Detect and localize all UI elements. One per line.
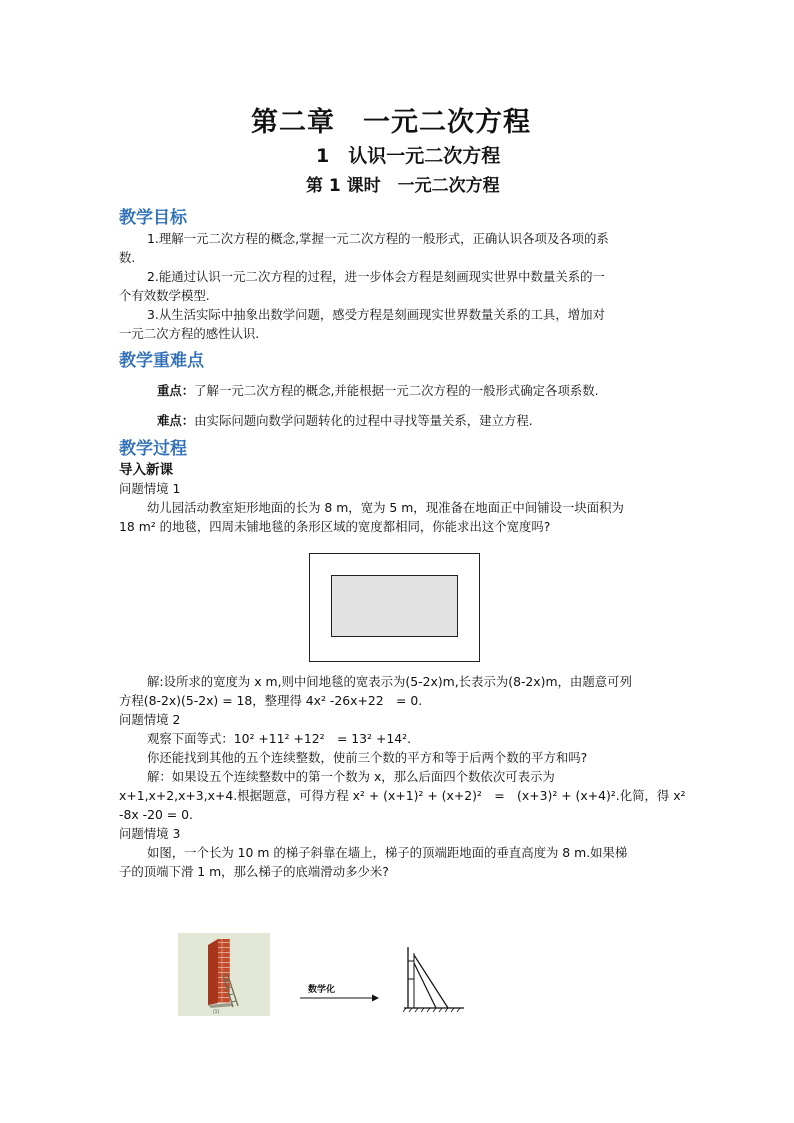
- intro-heading: 导入新课: [119, 462, 173, 478]
- scenario-1-line-2: 18 m² 的地毯，四周未铺地毯的条形区域的宽度都相同，你能求出这个宽度吗?: [119, 519, 551, 534]
- scenario-2-line-2: 你还能找到其他的五个连续整数，使前三个数的平方和等于后两个数的平方和吗?: [147, 750, 588, 765]
- objective-line-1: 1.理解一元二次方程的概念,掌握一元二次方程的一般形式，正确认识各项及各项的系: [147, 231, 609, 246]
- scenario-1-label: 问题情境 1: [119, 481, 181, 496]
- ladder-line-2: [414, 963, 436, 1008]
- scenario-2-label: 问题情境 2: [119, 712, 181, 727]
- right-arrow-icon: [300, 993, 380, 1003]
- scenario-2-line-1: 观察下面等式：10² +11² +12² = 13² +14².: [147, 731, 412, 746]
- objective-line-4: 个有效数学模型.: [119, 288, 210, 303]
- chapter-title: 第二章 一元二次方程: [251, 107, 531, 138]
- difficulty-text: 由实际问题向数学问题转化的过程中寻找等量关系，建立方程.: [194, 413, 533, 428]
- difficulty-line: [157, 412, 533, 430]
- scenario-2-line-4: x+1,x+2,x+3,x+4.根据题意，可得方程 x² + (x+1)² + (x+2)² = (x+3)² + (x+4)².化简，得 x²: [119, 788, 686, 803]
- section-title: 1 认识一元二次方程: [316, 145, 501, 167]
- objective-line-5: 3.从生活实际中抽象出数学问题，感受方程是刻画现实世界数量关系的工具，增加对: [147, 307, 605, 322]
- keypoints-heading: 教学重难点: [119, 351, 204, 371]
- objective-line-6: 一元二次方程的感性认识.: [119, 326, 260, 341]
- difficulty-label: 难点：: [157, 413, 195, 428]
- scenario-1-solution-1: 解:设所求的宽度为 x m,则中间地毯的宽表示为(5-2x)m,长表示为(8-2x)m，由题意可列: [147, 674, 632, 689]
- scenario-1-solution-2: 方程(8-2x)(5-2x) = 18，整理得 4x² -26x+22 = 0.: [119, 693, 423, 708]
- mathematize-label: 数学化: [308, 985, 336, 995]
- objective-line-3: 2.能通过认识一元二次方程的过程，进一步体会方程是刻画现实世界中数量关系的一: [147, 269, 605, 284]
- carpet-diagram: [309, 553, 481, 663]
- lesson-title: 第 1 课时 一元二次方程: [306, 176, 500, 196]
- ladder-line-1: [414, 955, 448, 1008]
- scenario-1-line-1: 幼儿园活动教室矩形地面的长为 8 m，宽为 5 m，现准备在地面正中间铺设一块面积为: [147, 500, 624, 515]
- ladder-diagram: [398, 943, 468, 1013]
- focus-text: 了解一元二次方程的概念,并能根据一元二次方程的一般形式确定各项系数.: [194, 383, 599, 398]
- focus-label: 重点：: [157, 383, 195, 398]
- scenario-3-label: 问题情境 3: [119, 826, 181, 841]
- photo-caption: (1): [213, 1009, 220, 1015]
- carpet-rect: [332, 576, 458, 637]
- ladder-photo: [178, 933, 270, 1016]
- scenario-3-line-2: 子的顶端下滑 1 m，那么梯子的底端滑动多少米?: [119, 864, 389, 879]
- scenario-3-line-1: 如图，一个长为 10 m 的梯子斜靠在墙上，梯子的顶端距地面的垂直高度为 8 m.如果梯: [147, 845, 628, 860]
- focus-line: [157, 382, 599, 400]
- scenario-2-line-5: -8x -20 = 0.: [119, 807, 193, 822]
- process-heading: 教学过程: [119, 439, 187, 459]
- scenario-2-line-3: 解：如果设五个连续整数中的第一个数为 x，那么后面四个数依次可表示为: [147, 769, 555, 784]
- objective-line-2: 数.: [119, 250, 136, 265]
- objectives-heading: 教学目标: [119, 208, 187, 228]
